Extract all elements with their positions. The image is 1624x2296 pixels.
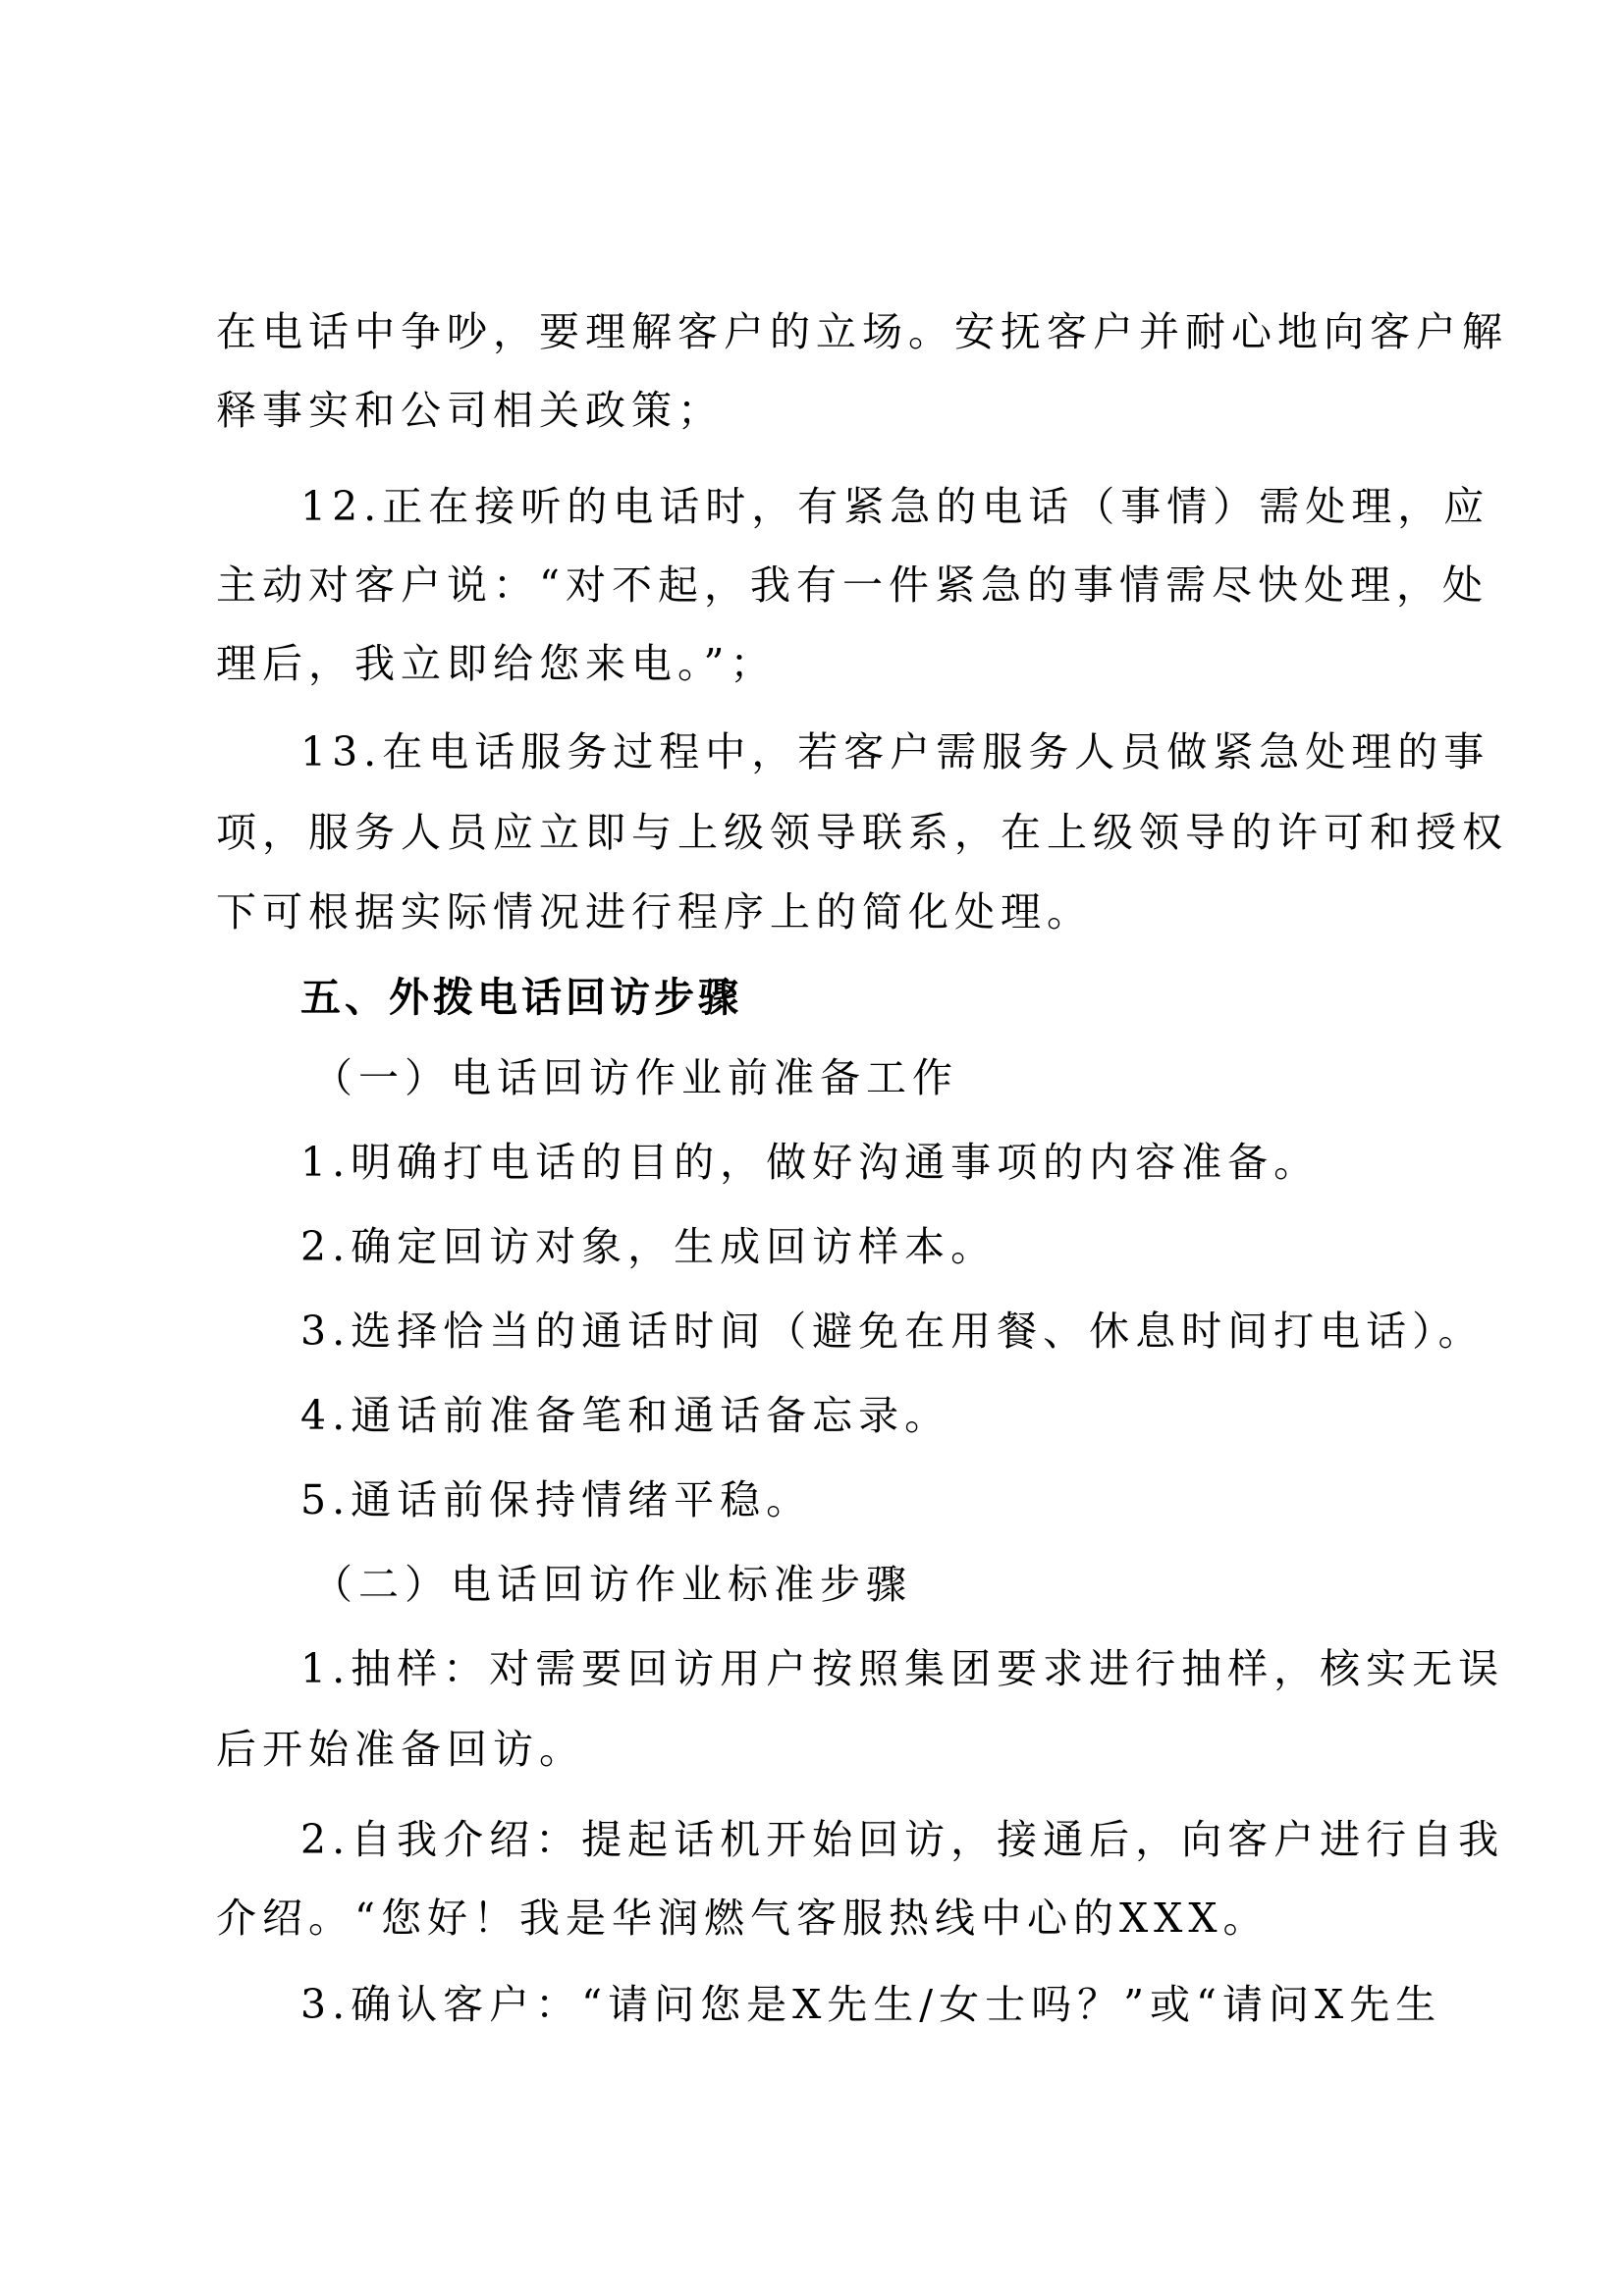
list-item: 1.明确打电话的目的，做好沟通事项的内容准备。 xyxy=(300,1139,1321,1186)
list-item: 5.通话前保持情绪平稳。 xyxy=(300,1476,813,1523)
subsection-heading: （一）电话回访作业前准备工作 xyxy=(312,1054,958,1101)
paragraph-line: 介绍。“您好！我是华润燃气客服热线中心的XXX。 xyxy=(216,1895,1270,1942)
paragraph-line: 13.在电话服务过程中，若客户需服务人员做紧急处理的事 xyxy=(300,728,1490,775)
list-item: 3.确认客户：“请问您是X先生/女士吗？”或“请问X先生 xyxy=(300,1981,1442,2028)
list-item: 1.抽样：对需要回访用户按照集团要求进行抽样，核实无误 xyxy=(300,1645,1505,1692)
paragraph-line: 下可根据实际情况进行程序上的简化处理。 xyxy=(216,888,1093,935)
list-item: 4.通话前准备笔和通话备忘录。 xyxy=(300,1392,951,1439)
list-item: 2.自我介绍：提起话机开始回访，接通后，向客户进行自我 xyxy=(300,1816,1505,1863)
paragraph-line: 主动对客户说：“对不起，我有一件紧急的事情需尽快处理，处 xyxy=(216,561,1489,609)
paragraph-line: 12.正在接听的电话时，有紧急的电话（事情）需处理，应 xyxy=(300,483,1490,530)
paragraph-line: 理后，我立即给您来电。”； xyxy=(216,640,777,687)
list-item: 2.确定回访对象，生成回访样本。 xyxy=(300,1223,998,1270)
section-heading: 五、外拨电话回访步骤 xyxy=(300,974,742,1021)
subsection-heading: （二）电话回访作业标准步骤 xyxy=(312,1561,912,1608)
paragraph-line: 项，服务人员应立即与上级领导联系，在上级领导的许可和授权 xyxy=(216,809,1508,856)
paragraph-line: 后开始准备回访。 xyxy=(216,1726,585,1773)
paragraph-line: 释事实和公司相关政策； xyxy=(216,387,724,434)
paragraph-line: 在电话中争吵，要理解客户的立场。安抚客户并耐心地向客户解 xyxy=(216,308,1508,355)
list-item: 3.选择恰当的通话时间（避免在用餐、休息时间打电话）。 xyxy=(300,1308,1485,1355)
